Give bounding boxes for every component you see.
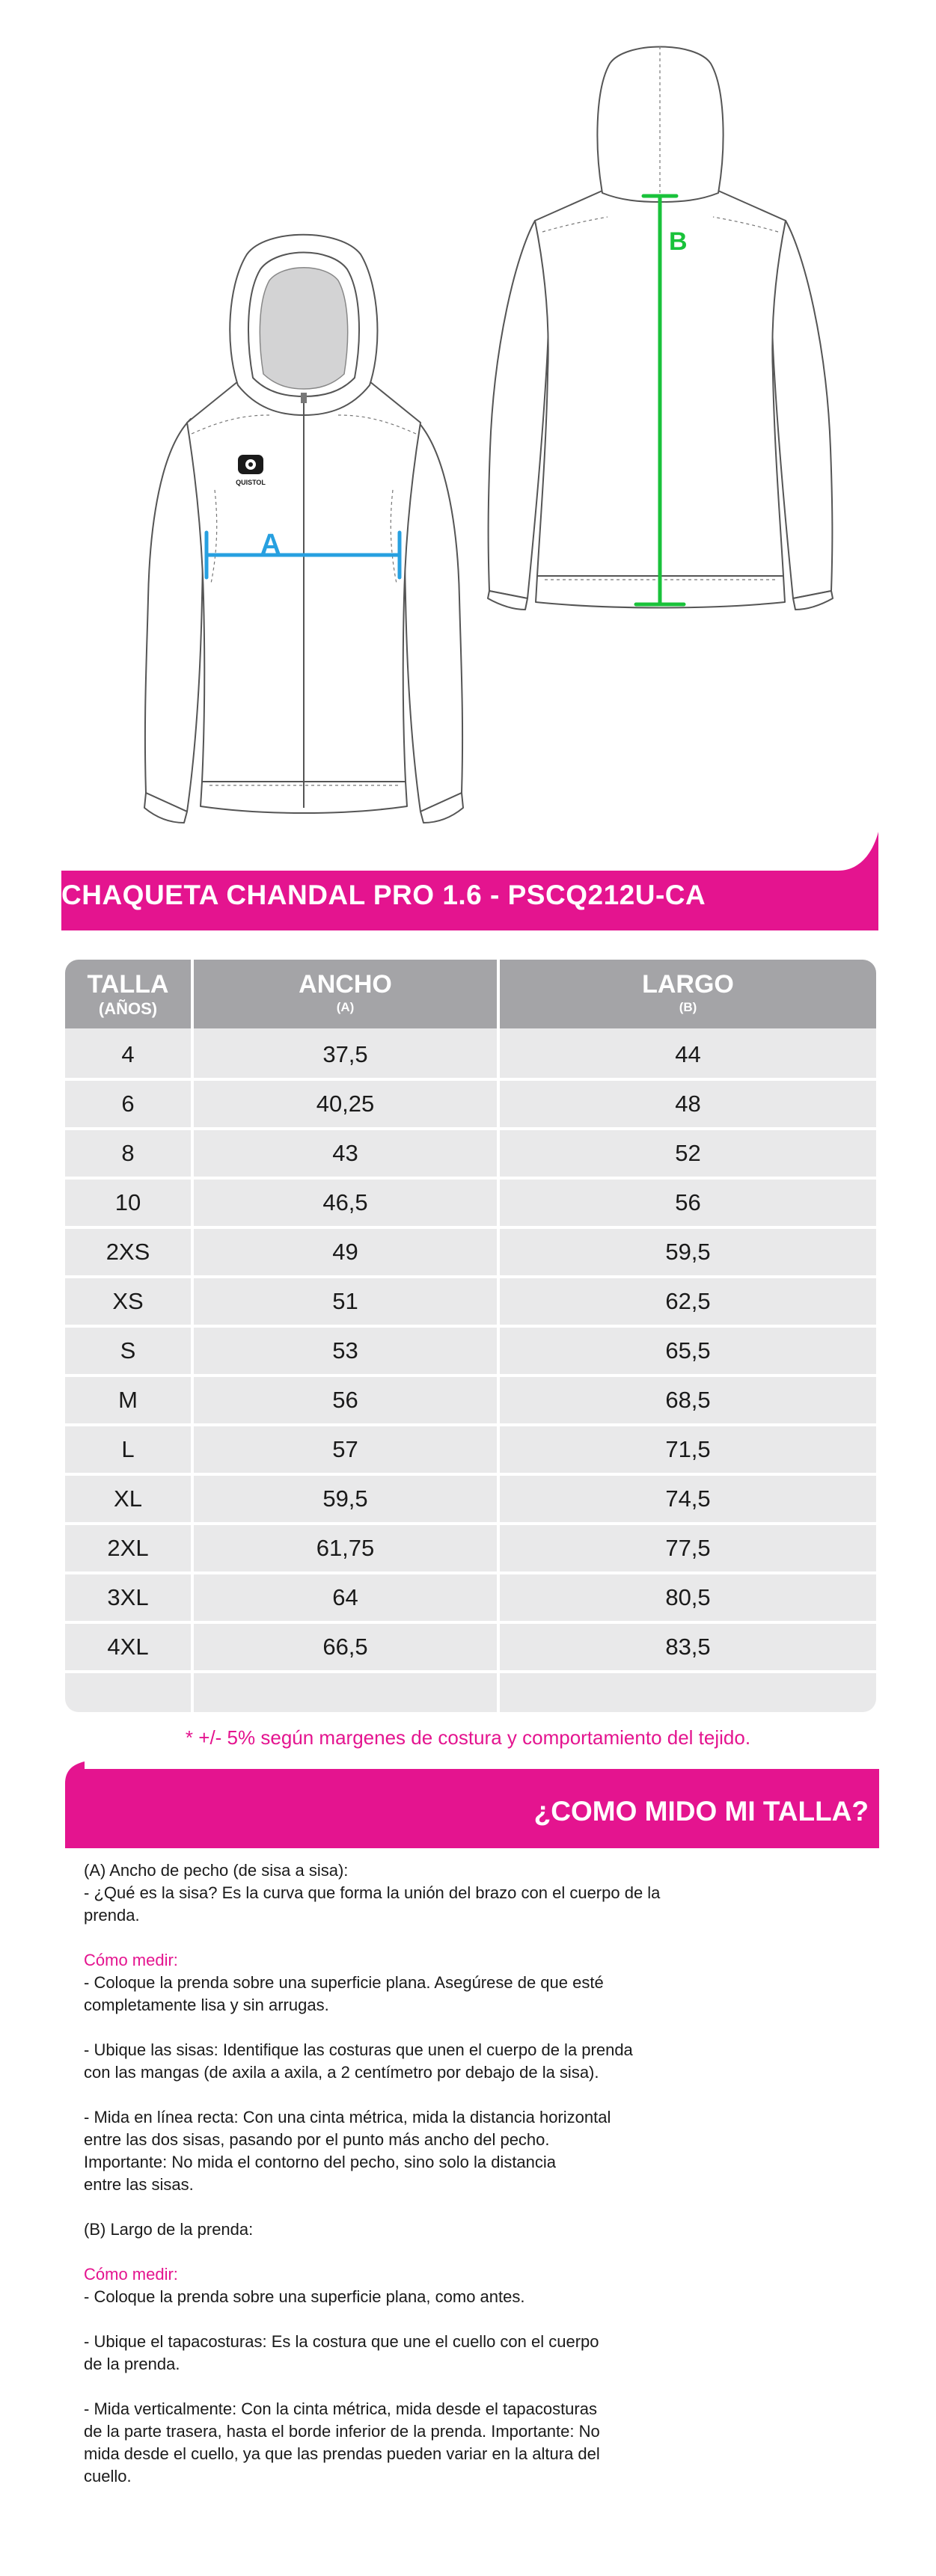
table-row bbox=[65, 1574, 876, 1621]
cell-ancho: 37,5 bbox=[322, 1041, 368, 1067]
cell-talla: 3XL bbox=[107, 1584, 149, 1610]
header-largo bbox=[500, 960, 876, 1028]
size-table bbox=[65, 960, 876, 1712]
section-a-step: - Ubique las sisas: Identifique las costuras que unen el cuerpo de la prenda bbox=[84, 2040, 633, 2059]
section-b-title: (B) Largo de la prenda: bbox=[84, 2220, 254, 2239]
section-b-step: de la parte trasera, hasta el borde inferior de la prenda. Importante: No bbox=[84, 2422, 600, 2441]
cell-talla: 2XL bbox=[107, 1535, 149, 1561]
table-row bbox=[65, 1525, 876, 1571]
jacket-technical-drawings bbox=[0, 0, 936, 838]
cell-largo: 52 bbox=[675, 1140, 701, 1166]
section-a-step: entre las dos sisas, pasando por el punto más ancho del pecho. bbox=[84, 2130, 550, 2149]
table-row bbox=[65, 1180, 876, 1226]
section-a-step: completamente lisa y sin arrugas. bbox=[84, 1996, 329, 2014]
measure-b-label: B bbox=[669, 227, 688, 256]
cell-largo: 48 bbox=[675, 1091, 701, 1117]
cell-ancho: 57 bbox=[332, 1436, 358, 1462]
table-row bbox=[65, 1377, 876, 1423]
measure-banner bbox=[65, 1761, 879, 1848]
cell-ancho: 56 bbox=[332, 1387, 358, 1413]
table-row bbox=[65, 1229, 876, 1275]
cell-ancho: 59,5 bbox=[322, 1485, 368, 1512]
section-b-step: de la prenda. bbox=[84, 2355, 180, 2373]
section-a-step: - Coloque la prenda sobre una superficie plana. Asegúrese de que esté bbox=[84, 1973, 604, 1992]
cell-ancho: 49 bbox=[332, 1239, 358, 1265]
table-row bbox=[65, 1624, 876, 1670]
cell-ancho: 66,5 bbox=[322, 1634, 368, 1660]
cell-talla: 4 bbox=[121, 1041, 135, 1067]
cell-talla: L bbox=[121, 1436, 135, 1462]
cell-ancho: 64 bbox=[332, 1584, 358, 1610]
cell-talla: XS bbox=[112, 1288, 144, 1314]
cell-ancho: 51 bbox=[332, 1288, 358, 1314]
header-ancho bbox=[194, 960, 497, 1028]
cell-largo: 56 bbox=[675, 1189, 701, 1215]
section-b-step: mida desde el cuello, ya que las prendas pueden variar en la altura del bbox=[84, 2444, 600, 2463]
measure-title: ¿COMO MIDO MI TALLA? bbox=[533, 1796, 869, 1827]
cell-ancho: 43 bbox=[332, 1140, 358, 1166]
cell-talla: 10 bbox=[114, 1189, 141, 1215]
section-b-how-label: Cómo medir: bbox=[84, 2265, 178, 2284]
cell-largo: 77,5 bbox=[665, 1535, 711, 1561]
cell-largo bbox=[500, 1673, 876, 1712]
measure-a-label: A bbox=[260, 529, 281, 560]
tolerance-note: * +/- 5% según margenes de costura y comportamiento del tejido. bbox=[185, 1726, 751, 1749]
cell-ancho: 40,25 bbox=[316, 1091, 375, 1117]
cell-ancho: 61,75 bbox=[316, 1535, 375, 1561]
cell-largo: 74,5 bbox=[665, 1485, 711, 1512]
cell-talla bbox=[65, 1673, 191, 1712]
brand-logo bbox=[236, 455, 266, 486]
header-largo-sub: (B) bbox=[679, 1000, 697, 1014]
measuring-instructions bbox=[84, 1859, 705, 2488]
table-row bbox=[65, 1278, 876, 1325]
title-banner bbox=[61, 832, 878, 930]
cell-talla: 8 bbox=[121, 1140, 135, 1166]
section-b-step: - Ubique el tapacosturas: Es la costura que une el cuello con el cuerpo bbox=[84, 2332, 599, 2351]
section-b-step: cuello. bbox=[84, 2467, 132, 2485]
cell-ancho: 46,5 bbox=[322, 1189, 368, 1215]
header-ancho-label: ANCHO bbox=[299, 970, 392, 999]
section-b-step: - Coloque la prenda sobre una superficie plana, como antes. bbox=[84, 2287, 525, 2306]
section-b-step: - Mida verticalmente: Con la cinta métrica, mida desde el tapacosturas bbox=[84, 2399, 597, 2418]
cell-largo: 83,5 bbox=[665, 1634, 711, 1660]
header-talla-label: TALLA bbox=[87, 970, 169, 999]
section-a-step: entre las sisas. bbox=[84, 2175, 194, 2194]
product-title: CHAQUETA CHANDAL PRO 1.6 - PSCQ212U-CA bbox=[61, 880, 706, 910]
table-row bbox=[65, 1130, 876, 1177]
zipper-pull bbox=[301, 393, 307, 403]
section-a-how-label: Cómo medir: bbox=[84, 1951, 178, 1969]
cell-talla: M bbox=[118, 1387, 138, 1413]
logo-text: QUISTOL bbox=[236, 479, 266, 486]
header-largo-label: LARGO bbox=[642, 970, 734, 999]
cell-largo: 80,5 bbox=[665, 1584, 711, 1610]
cell-ancho bbox=[194, 1673, 497, 1712]
cell-largo: 71,5 bbox=[665, 1436, 711, 1462]
table-row bbox=[65, 1673, 876, 1712]
cell-talla: XL bbox=[114, 1485, 142, 1512]
table-row bbox=[65, 1476, 876, 1522]
table-row bbox=[65, 1328, 876, 1374]
table-row bbox=[65, 1426, 876, 1473]
cell-talla: 6 bbox=[121, 1091, 135, 1117]
cell-ancho: 53 bbox=[332, 1337, 358, 1364]
cell-largo: 65,5 bbox=[665, 1337, 711, 1364]
table-row bbox=[65, 1031, 876, 1078]
section-a-sisa: prenda. bbox=[84, 1906, 140, 1925]
cell-talla: S bbox=[120, 1337, 136, 1364]
section-a-step: con las mangas (de axila a axila, a 2 centímetro por debajo de la sisa). bbox=[84, 2063, 599, 2082]
section-a-title: (A) Ancho de pecho (de sisa a sisa): bbox=[84, 1861, 349, 1880]
header-talla bbox=[65, 960, 191, 1028]
cell-largo: 62,5 bbox=[665, 1288, 711, 1314]
cell-largo: 59,5 bbox=[665, 1239, 711, 1265]
table-row bbox=[65, 1081, 876, 1127]
cell-talla: 4XL bbox=[107, 1634, 149, 1660]
cell-largo: 44 bbox=[675, 1041, 701, 1067]
section-a-step: Importante: No mida el contorno del pecho, sino solo la distancia bbox=[84, 2153, 557, 2171]
cell-talla: 2XS bbox=[105, 1239, 150, 1265]
section-a-sisa: - ¿Qué es la sisa? Es la curva que forma la unión del brazo con el cuerpo de la bbox=[84, 1883, 661, 1902]
cell-largo: 68,5 bbox=[665, 1387, 711, 1413]
header-ancho-sub: (A) bbox=[336, 1000, 355, 1014]
section-a-step: - Mida en línea recta: Con una cinta métrica, mida la distancia horizontal bbox=[84, 2108, 611, 2126]
header-talla-sub: (AÑOS) bbox=[98, 999, 158, 1018]
